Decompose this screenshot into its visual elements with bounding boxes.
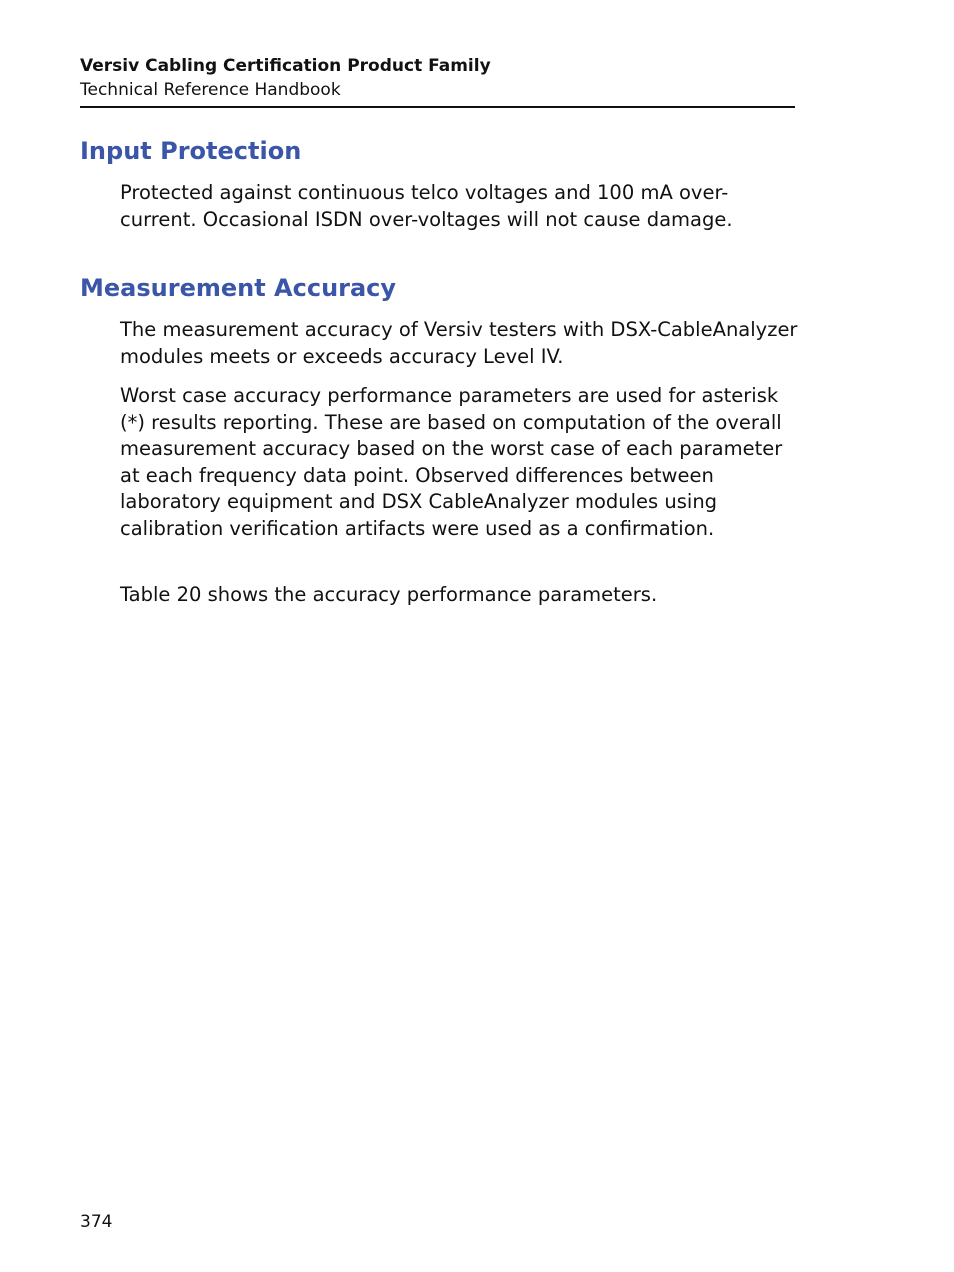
section-heading-measurement-accuracy: Measurement Accuracy [80,274,397,302]
header-title: Versiv Cabling Certification Product Family [80,56,491,76]
section-heading-input-protection: Input Protection [80,137,302,165]
paragraph-table-reference: Table 20 shows the accuracy performance parameters. [120,583,658,606]
paragraph-accuracy-level: The measurement accuracy of Versiv testers with DSX-CableAnalyzer modules meets or exceeds accuracy Level IV. [120,318,798,368]
page-number: 374 [80,1212,113,1232]
paragraph-worst-case: Worst case accuracy performance parameters are used for asterisk (*) results reporting. These are based on computation of the overall measurement accuracy based on the worst case of each parameter at each frequency data point. Observed differences between laboratory equipment and DSX CableAnalyzer modules using calibration verification artifacts were used as a confirmation. [120,384,783,540]
header-subtitle: Technical Reference Handbook [80,80,341,100]
running-header [80,54,795,108]
paragraph-input-protection: Protected against continuous telco voltages and 100 mA over-current. Occasional ISDN over-voltages will not cause damage. [120,181,733,231]
